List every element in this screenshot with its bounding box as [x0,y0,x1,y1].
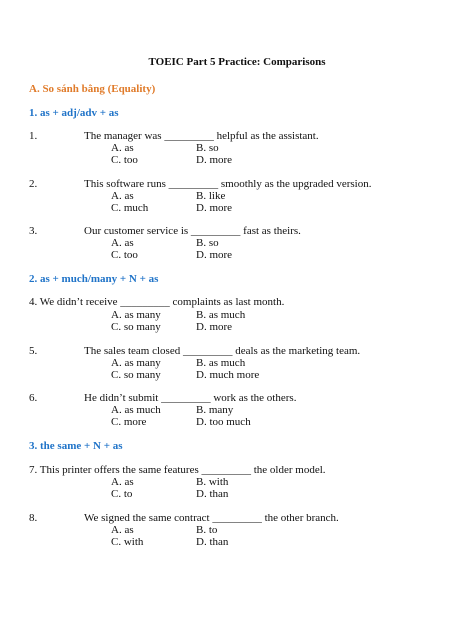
question-1-option-a: A. as [111,142,134,154]
subsection-2-heading: 2. as + much/many + N + as [29,273,159,285]
question-7-option-a: A. as [111,476,134,488]
question-3-number: 3. [29,225,38,237]
question-4-option-d: D. more [196,321,233,333]
question-5-number: 5. [29,345,38,357]
question-7-text: 7. This printer offers the same features _________ the older model. [29,464,326,476]
question-5-text: The sales team closed _________ deals as the marketing team. [84,345,361,357]
question-2-option-c: C. much [111,202,149,214]
question-8-number: 8. [29,512,38,524]
question-3-option-d: D. more [196,249,233,261]
question-3-text: Our customer service is _________ fast as theirs. [84,225,301,237]
question-3-option-b: B. so [196,237,219,249]
subsection-1-heading: 1. as + adj/adv + as [29,107,119,119]
question-5-option-b: B. as much [196,357,246,369]
question-8-option-b: B. to [196,524,218,536]
question-1-option-d: D. more [196,154,233,166]
question-1-option-c: C. too [111,154,138,166]
question-2-option-b: B. like [196,190,226,202]
section-a-heading: A. So sánh bằng (Equality) [29,83,156,95]
subsection-3-heading: 3. the same + N + as [29,440,123,452]
question-8-text: We signed the same contract _________ the other branch. [84,512,339,524]
question-6-number: 6. [29,392,38,404]
question-4-option-c: C. so many [111,321,161,333]
question-7-option-d: D. than [196,488,229,500]
question-6-option-b: B. many [196,404,234,416]
question-8-option-a: A. as [111,524,134,536]
question-5-option-a: A. as many [111,357,161,369]
question-8-option-d: D. than [196,536,229,548]
question-7-option-b: B. with [196,476,229,488]
question-6-option-a: A. as much [111,404,161,416]
question-2-number: 2. [29,178,38,190]
question-8-option-c: C. with [111,536,144,548]
question-1-option-b: B. so [196,142,219,154]
question-4-text: 4. We didn’t receive _________ complaints as last month. [29,296,285,308]
page-title: TOEIC Part 5 Practice: Comparisons [148,56,326,68]
question-1-number: 1. [29,130,38,142]
question-6-option-d: D. too much [196,416,251,428]
question-3-option-a: A. as [111,237,134,249]
question-6-text: He didn’t submit _________ work as the others. [84,392,297,404]
question-3-option-c: C. too [111,249,138,261]
question-2-option-d: D. more [196,202,233,214]
question-6-option-c: C. more [111,416,147,428]
question-4-option-a: A. as many [111,309,161,321]
question-5-option-c: C. so many [111,369,161,381]
question-5-option-d: D. much more [196,369,260,381]
question-7-option-c: C. to [111,488,133,500]
question-2-option-a: A. as [111,190,134,202]
question-1-text: The manager was _________ helpful as the assistant. [84,130,319,142]
question-4-option-b: B. as much [196,309,246,321]
question-2-text: This software runs _________ smoothly as the upgraded version. [84,178,372,190]
